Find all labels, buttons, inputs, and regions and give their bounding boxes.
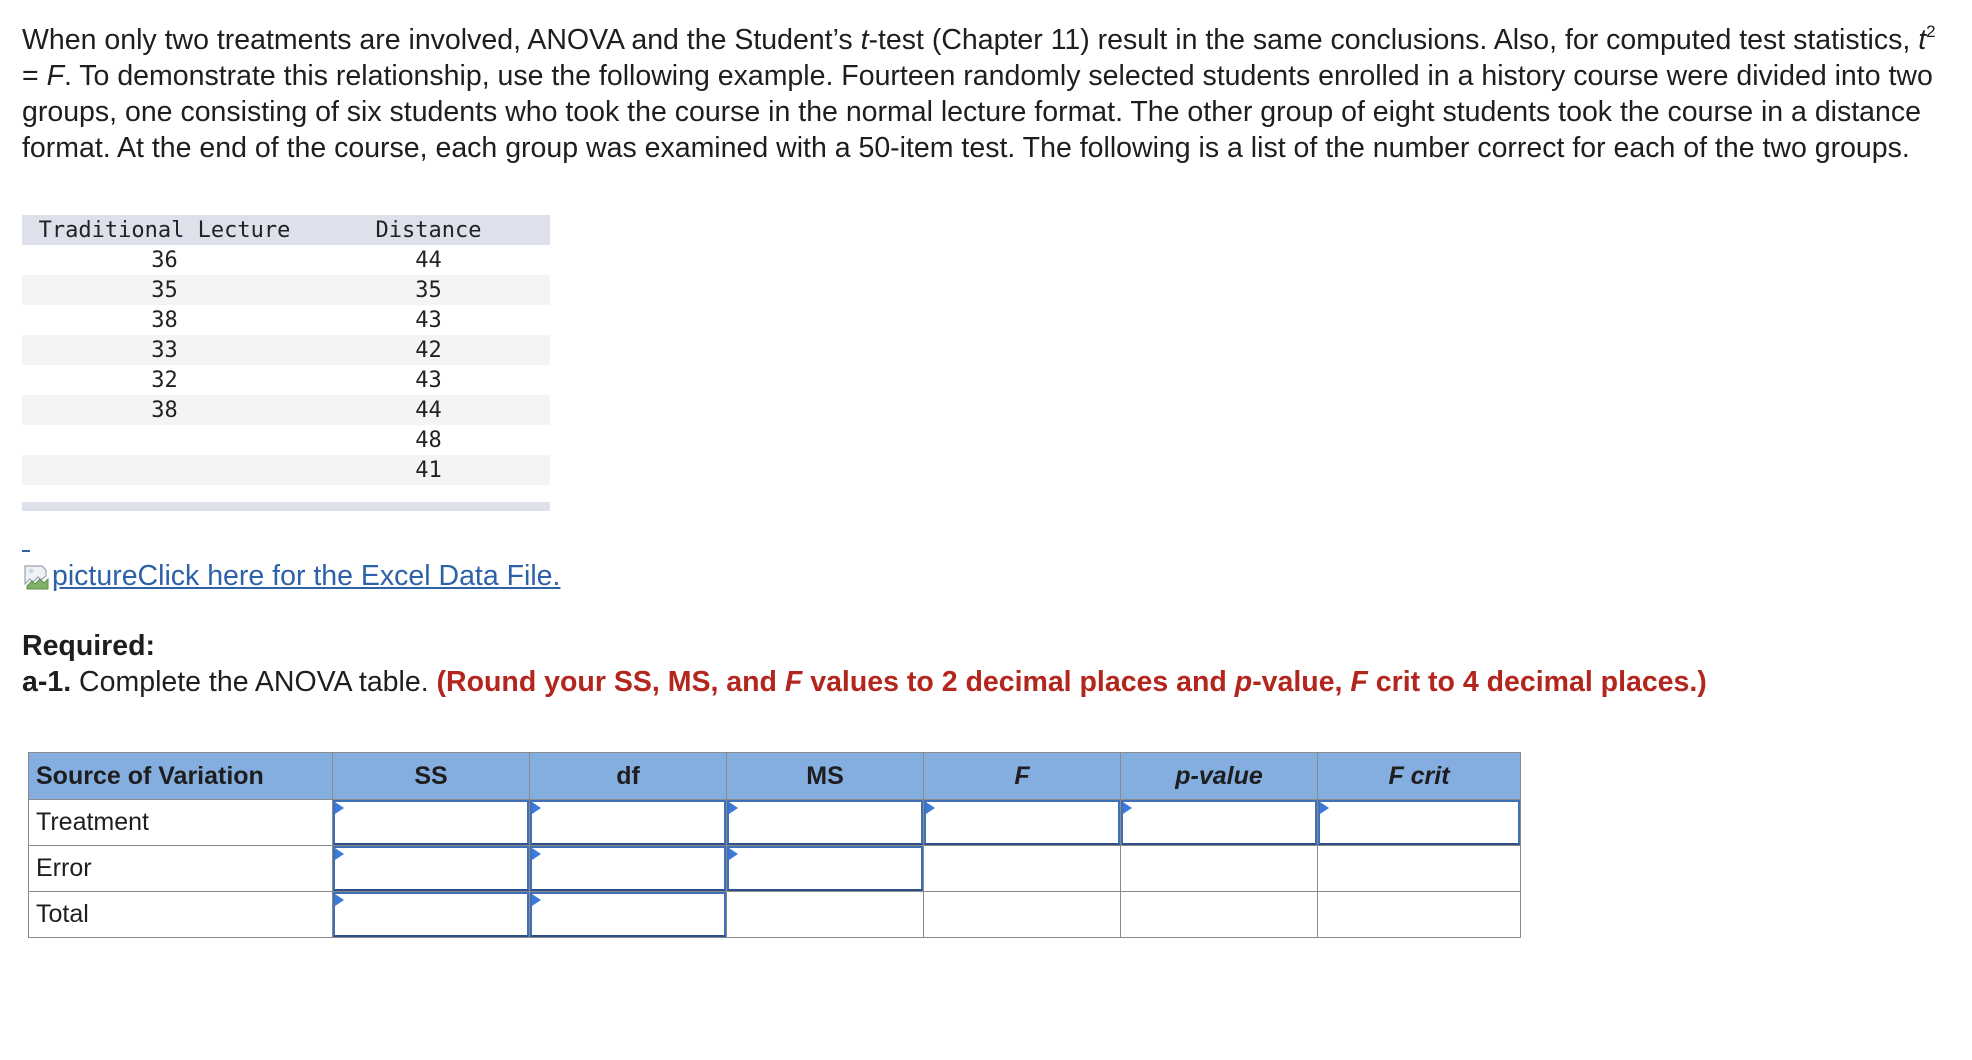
data-table-footer-bar (22, 502, 550, 511)
cell-traditional: 32 (151, 367, 178, 393)
rounding-note (437, 666, 1707, 698)
table-row (22, 275, 550, 305)
note-part-4: crit to 4 decimal places.) (1367, 666, 1707, 698)
cell-distance: 42 (307, 335, 550, 365)
error-f-cell-empty (924, 846, 1121, 892)
data-table-header-row (22, 215, 550, 245)
anova-header-row (29, 753, 1521, 800)
table-row (22, 245, 550, 275)
treatment-p-value-input[interactable] (1121, 800, 1317, 845)
intro-text-3: . To demonstrate this relationship, use the following example. Fourteen randomly selected students enrolled in a history course were divided into two groups, one consisting of six students who took the course in the normal lecture format. The other group of eight students took the course in a distance format. At the end of the course, each group was examined with a 50-item test. The following is a list of the number correct for each of the two groups. (22, 60, 1933, 164)
cell-traditional (22, 455, 307, 485)
table-row (22, 335, 550, 365)
row-label-treatment: Treatment (29, 800, 333, 846)
treatment-ss-cell (333, 800, 530, 846)
intro-equals: = (22, 60, 47, 92)
anova-row-total (29, 892, 1521, 938)
table-row (22, 455, 550, 485)
treatment-p-value-cell (1121, 800, 1318, 846)
cell-distance: 43 (415, 367, 442, 393)
total-ss-cell (333, 892, 530, 938)
link-marker (22, 550, 30, 552)
note-fcrit-symbol: F (1350, 666, 1368, 698)
total-ss-input[interactable] (333, 892, 529, 937)
excel-link-alt-text: picture (52, 560, 138, 592)
total-p-value-cell-empty (1121, 892, 1318, 938)
error-ms-input[interactable] (727, 846, 923, 891)
header-f: F (924, 753, 1121, 800)
intro-superscript: 2 (1926, 21, 1936, 41)
error-f-crit-cell-empty (1318, 846, 1521, 892)
cell-distance: 48 (415, 427, 442, 453)
intro-f-symbol: F (46, 60, 64, 92)
required-section (22, 628, 1707, 700)
treatment-ss-input[interactable] (333, 800, 529, 845)
treatment-df-input[interactable] (530, 800, 726, 845)
cell-traditional: 38 (22, 395, 307, 425)
cell-traditional: 36 (151, 247, 178, 273)
cell-traditional: 35 (22, 275, 307, 305)
intro-text-1: When only two treatments are involved, ANOVA and the Student’s (22, 24, 861, 56)
error-df-cell (530, 846, 727, 892)
treatment-ms-cell (727, 800, 924, 846)
total-df-cell (530, 892, 727, 938)
question-a1 (22, 664, 1707, 700)
header-ss: SS (333, 753, 530, 800)
question-text: Complete the ANOVA table. (71, 666, 437, 698)
broken-image-icon (22, 562, 52, 592)
table-row (22, 395, 550, 425)
anova-row-treatment (29, 800, 1521, 846)
header-distance: Distance (307, 215, 550, 245)
problem-statement (22, 22, 1942, 166)
header-traditional-lecture: Traditional Lecture (22, 215, 307, 245)
required-title: Required: (22, 630, 156, 662)
cell-distance: 43 (415, 307, 442, 333)
treatment-df-cell (530, 800, 727, 846)
header-df: df (530, 753, 727, 800)
error-df-input[interactable] (530, 846, 726, 891)
row-label-total: Total (29, 892, 333, 938)
treatment-f-crit-cell (1318, 800, 1521, 846)
anova-table (28, 752, 1521, 938)
error-ms-cell (727, 846, 924, 892)
data-table (22, 215, 550, 485)
header-p-value: p-value (1121, 753, 1318, 800)
cell-traditional: 33 (22, 335, 307, 365)
header-source-of-variation: Source of Variation (29, 753, 333, 800)
note-p-symbol: p (1234, 666, 1253, 698)
cell-distance: 44 (415, 247, 442, 273)
question-number: a-1. (22, 666, 72, 698)
table-row (22, 425, 550, 455)
note-part-3: -value, (1252, 666, 1351, 698)
table-row (22, 305, 550, 335)
excel-data-file-link[interactable] (22, 560, 560, 593)
total-f-crit-cell-empty (1318, 892, 1521, 938)
cell-traditional (22, 425, 307, 455)
treatment-f-crit-input[interactable] (1318, 800, 1520, 845)
cell-distance: 41 (307, 455, 550, 485)
error-p-value-cell-empty (1121, 846, 1318, 892)
total-ms-cell-empty (727, 892, 924, 938)
error-ss-cell (333, 846, 530, 892)
note-part-2: values to 2 decimal places and (802, 666, 1235, 698)
table-row (22, 365, 550, 395)
excel-link-label: Click here for the Excel Data File. (137, 560, 561, 592)
treatment-ms-input[interactable] (727, 800, 923, 845)
treatment-f-input[interactable] (924, 800, 1120, 845)
row-label-error: Error (29, 846, 333, 892)
cell-distance: 44 (307, 395, 550, 425)
intro-t-symbol: t (860, 24, 869, 56)
treatment-f-cell (924, 800, 1121, 846)
total-f-cell-empty (924, 892, 1121, 938)
error-ss-input[interactable] (333, 846, 529, 891)
intro-text-2: -test (Chapter 11) result in the same conclusions. Also, for computed test statistics, (868, 24, 1919, 56)
header-f-crit: F crit (1318, 753, 1521, 800)
total-df-input[interactable] (530, 892, 726, 937)
anova-row-error (29, 846, 1521, 892)
header-ms: MS (727, 753, 924, 800)
intro-t2-symbol: t (1918, 24, 1927, 56)
cell-traditional: 38 (151, 307, 178, 333)
note-part-1: (Round your SS, MS, and (436, 666, 785, 698)
cell-distance: 35 (307, 275, 550, 305)
note-f-symbol: F (784, 666, 803, 698)
